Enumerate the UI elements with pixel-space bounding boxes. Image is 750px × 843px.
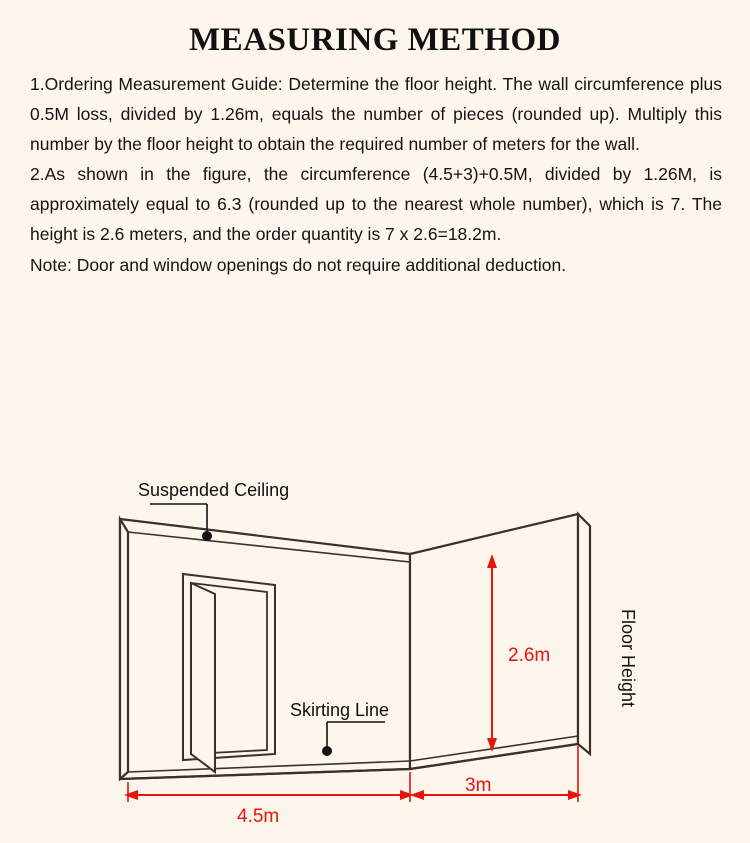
dimension-width-right-label: 3m: [465, 775, 492, 796]
measuring-method-page: [0, 22, 750, 843]
dimension-width-left-label: 4.5m: [237, 806, 280, 827]
dimension-height-label: 2.6m: [508, 645, 551, 666]
dimension-width-left: [124, 772, 414, 827]
label-skirting-line: Skirting Line: [290, 700, 390, 720]
paragraph-1: 1.Ordering Measurement Guide: Determine the floor height. The wall circumference plus 0.5M loss, divided by 1.26m, equals the number of pieces (rounded up). Multiply this number by the floor height to obtain the required number of meters for the wall.: [30, 74, 722, 155]
label-floor-height: Floor Height: [618, 609, 638, 708]
paragraph-note: Note: Door and window openings do not require additional deduction.: [30, 254, 567, 275]
paragraph-2: 2.As shown in the figure, the circumference (4.5+3)+0.5M, divided by 1.26M, is approximately equal to 6.3 (rounded up to the nearest whole number), which is 7. The height is 2.6 meters, and the order quantity is 7 x 2.6=18.2m.: [30, 164, 722, 245]
instructions-block: [0, 69, 750, 280]
page-title: MEASURING METHOD: [189, 22, 561, 58]
label-suspended-ceiling: Suspended Ceiling: [138, 480, 290, 500]
door-leaf: [191, 583, 215, 772]
right-wall-shape: [410, 514, 590, 769]
room-diagram: [0, 454, 750, 843]
